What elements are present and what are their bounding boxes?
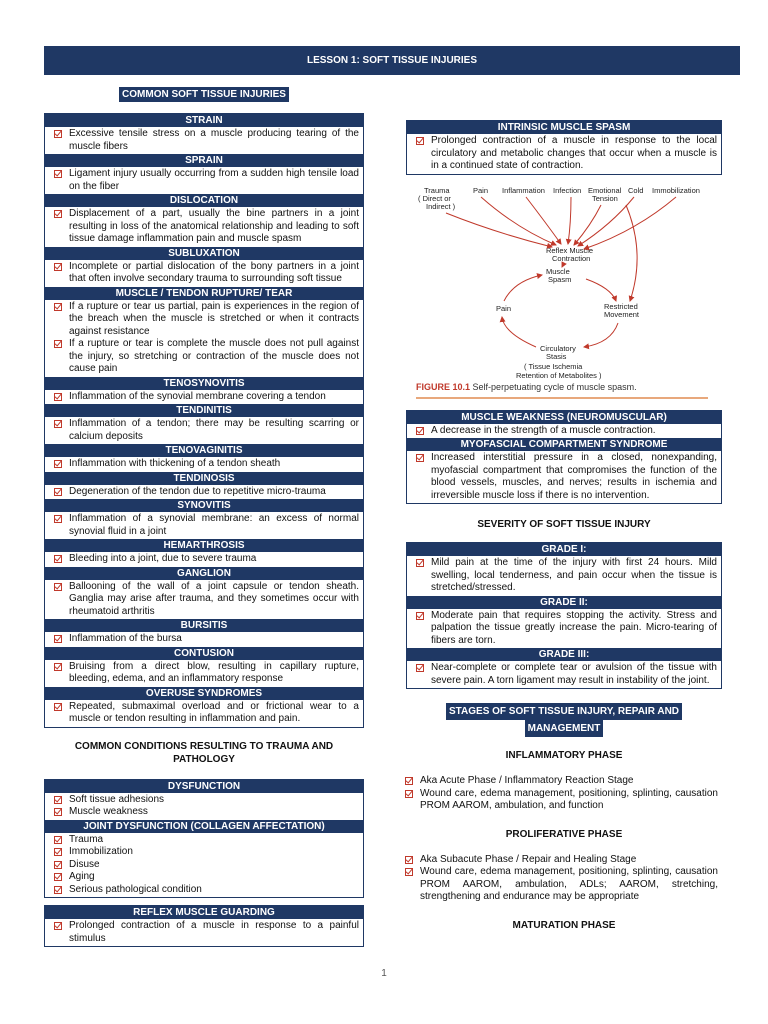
checkbox-bullet-icon (54, 796, 62, 804)
bullet-item (69, 834, 359, 847)
checkbox-bullet-icon (54, 420, 62, 428)
common-injuries-title: COMMON SOFT TISSUE INJURIES (119, 87, 289, 102)
arrow-inflammation (526, 197, 561, 244)
bullet-list (45, 300, 363, 377)
page-number: 1 (381, 968, 387, 979)
section-header-overuse-syndromes: OVERUSE SYNDROMES (45, 687, 363, 700)
bullet-text: Aging (69, 871, 95, 882)
checkbox-bullet-icon (405, 868, 413, 876)
arrow-emotional (574, 205, 601, 245)
section-header-ganglion: GANGLION (45, 567, 363, 580)
arrow-immobilization (584, 197, 676, 249)
bullet-item (69, 391, 359, 404)
phase-bullet-text: Aka Subacute Phase / Repair and Healing Stage (420, 853, 637, 865)
arrow-stasis-pain (502, 317, 536, 347)
arrow-immobilization-restricted (626, 205, 637, 301)
bullet-list (407, 556, 721, 596)
bullet-text: Mild pain at the time of the injury with first 24 hours. Mild swelling, local tenderness, and pain occur when the tissue is stretched/stressed. (431, 557, 717, 593)
bullet-item (69, 701, 359, 726)
bullet-text: Excessive tensile stress on a muscle producing tearing of the muscle fibers (69, 128, 359, 152)
bullet-text: Displacement of a part, usually the bine partners in a joint resulting in loss of the anatomical relationship and leading to soft tissue damage inflammation pain and muscle spasm (69, 208, 359, 244)
bullet-item (69, 301, 359, 339)
stages-title (406, 703, 722, 737)
muscle-spasm-2: Spasm (548, 274, 572, 284)
bullet-list (45, 127, 363, 154)
phase-bullet-item (420, 775, 718, 788)
bullet-item (431, 662, 717, 687)
cause-pain: Pain (473, 185, 489, 195)
checkbox-bullet-icon (405, 790, 413, 798)
section-header-intrinsic-muscle-spasm: INTRINSIC MUSCLE SPASM (407, 121, 721, 134)
bullet-item (69, 418, 359, 443)
section-header-joint-dysfunction-collagen-affectation: JOINT DYSFUNCTION (COLLAGEN AFFECTATION) (45, 820, 363, 833)
section-header-dysfunction: DYSFUNCTION (45, 780, 363, 793)
spasm-cycle-figure (406, 183, 712, 419)
bullet-item (69, 338, 359, 376)
checkbox-bullet-icon (54, 263, 62, 271)
bullet-item (69, 581, 359, 619)
checkbox-bullet-icon (54, 583, 62, 591)
checkbox-bullet-icon (54, 460, 62, 468)
cause-emotional: Emotional (588, 185, 622, 195)
bullet-list (45, 512, 363, 539)
bullet-list (45, 390, 363, 405)
checkbox-bullet-icon (54, 922, 62, 930)
bullet-text: Inflammation of the bursa (69, 633, 182, 644)
bullet-text: Bleeding into a joint, due to severe trauma (69, 553, 257, 564)
section-header-tendinosis: TENDINOSIS (45, 472, 363, 485)
bullet-text: Trauma (69, 833, 104, 845)
bullet-list (45, 552, 363, 567)
caption-rule (416, 397, 708, 399)
phase-bullet-item (420, 854, 718, 867)
spasm-cycle-diagram (406, 183, 712, 403)
checkbox-bullet-icon (54, 170, 62, 178)
bullet-list (45, 793, 363, 820)
bullet-list (407, 424, 721, 439)
bullet-text: Incomplete or partial dislocation of the bony partners in a joint that often involve secondary trauma to surrounding soft tissue (69, 260, 359, 284)
section-header-myofascial-compartment-syndrome: MYOFASCIAL COMPARTMENT SYNDROME (407, 438, 721, 451)
bullet-item (69, 920, 359, 945)
checkbox-bullet-icon (54, 488, 62, 496)
bullet-item (69, 261, 359, 286)
checkbox-bullet-icon (54, 393, 62, 401)
arrow-pain-spasm (504, 275, 542, 301)
circulatory-stasis-2: Stasis (546, 351, 567, 361)
conditions-title: COMMON CONDITIONS RESULTING TO TRAUMA AND PATHOLOGY (74, 740, 334, 765)
bullet-list (407, 609, 721, 649)
bullet-list (45, 207, 363, 247)
checkbox-bullet-icon (416, 559, 424, 567)
section-header-grade-iii: GRADE III: (407, 648, 721, 661)
section-header-tendinitis: TENDINITIS (45, 404, 363, 417)
bullet-list (45, 660, 363, 687)
grades-table (406, 542, 722, 689)
section-header-muscle-weakness-neuromuscular: MUSCLE WEAKNESS (NEUROMUSCULAR) (407, 411, 721, 424)
bullet-text: Inflammation of the synovial membrane covering a tendon (69, 390, 326, 402)
page-title: LESSON 1: SOFT TISSUE INJURIES (306, 55, 478, 66)
conditions-table (44, 779, 364, 899)
bullet-item (69, 846, 359, 859)
phase-title-inflammatory-phase: INFLAMMATORY PHASE (505, 750, 623, 761)
bullet-text: Ligament injury usually occurring from a sudden high tensile load on the fiber (69, 168, 359, 192)
cause-direct: ( Direct or (418, 193, 451, 203)
bullet-text: Serious pathological condition (69, 883, 202, 895)
muscle-spasm-1: Muscle (546, 266, 570, 276)
bullet-text: Moderate pain that requires stopping the activity. Stress and palpation the tissue greatly increase the pain. Micro-tearing of fibers are torn. (431, 609, 717, 646)
bullet-list (45, 580, 363, 620)
bullet-list (45, 632, 363, 647)
checkbox-bullet-icon (416, 664, 424, 672)
checkbox-bullet-icon (54, 340, 62, 348)
checkbox-bullet-icon (416, 454, 424, 462)
restricted-movement-1: Restricted (604, 301, 638, 311)
bullet-item (69, 871, 359, 884)
section-header-strain: STRAIN (45, 114, 363, 127)
arrow-restricted-stasis (584, 323, 618, 347)
section-header-hemarthrosis: HEMARTHROSIS (45, 539, 363, 552)
cause-indirect: Indirect ) (426, 201, 456, 211)
bullet-list (45, 417, 363, 444)
bullet-item (431, 610, 717, 648)
bullet-text: A decrease in the strength of a muscle contraction. (431, 424, 656, 436)
phase-bullet-item (420, 788, 718, 813)
reflex-guarding-table (44, 905, 364, 947)
stages-title-line-1: STAGES OF SOFT TISSUE INJURY, REPAIR AND (446, 703, 682, 720)
bullet-item (431, 425, 717, 438)
arrow-infection (568, 197, 571, 244)
caption-text: Self-perpetuating cycle of muscle spasm. (472, 381, 637, 392)
bullet-text: Degeneration of the tendon due to repetitive micro-trauma (69, 485, 326, 497)
bullet-list (45, 700, 363, 727)
circulatory-stasis-1: Circulatory (540, 343, 576, 353)
phases-section (406, 749, 722, 932)
bullet-list (407, 661, 721, 688)
section-header-contusion: CONTUSION (45, 647, 363, 660)
checkbox-bullet-icon (54, 210, 62, 218)
bullet-list (45, 485, 363, 500)
checkbox-bullet-icon (54, 873, 62, 881)
checkbox-bullet-icon (416, 612, 424, 620)
bullet-text: Ballooning of the wall of a joint capsule or tendon sheath. Ganglia may arise after trauma, and they sometimes occur with rheumatoid arthritis (69, 580, 359, 617)
checkbox-bullet-icon (54, 836, 62, 844)
section-header-grade-i: GRADE I: (407, 543, 721, 556)
cause-cold: Cold (628, 185, 644, 195)
circulatory-stasis-4: Retention of Metabolites ) (516, 370, 602, 380)
bullet-item (69, 859, 359, 872)
checkbox-bullet-icon (54, 515, 62, 523)
section-header-subluxation: SUBLUXATION (45, 247, 363, 260)
cause-immobilization: Immobilization (652, 185, 700, 195)
section-header-sprain: SPRAIN (45, 154, 363, 167)
arrow-trauma (446, 213, 552, 247)
bullet-item (431, 135, 717, 173)
cause-inflammation: Inflammation (502, 185, 545, 195)
right-column (406, 120, 722, 944)
bullet-text: Near-complete or complete tear or avulsion of the tissue with severe pain. A torn ligament may result in instability of the joint. (431, 662, 717, 686)
bullet-text: Increased interstitial pressure in a closed, nonexpanding, myofascial compartment that compromises the function of the blood vessels, muscles, and nerves; results in ischemia and irreversible muscle loss if there is no intervention. (431, 452, 717, 501)
bullet-list (45, 260, 363, 287)
bullet-item (431, 557, 717, 595)
checkbox-bullet-icon (54, 808, 62, 816)
checkbox-bullet-icon (54, 663, 62, 671)
section-header-muscle-tendon-rupture-tear: MUSCLE / TENDON RUPTURE/ TEAR (45, 287, 363, 300)
bullet-list (45, 457, 363, 472)
bullet-text: Bruising from a direct blow, resulting in capillary rupture, bleeding, edema, and an inflammatory response (69, 660, 359, 684)
bullet-item (69, 661, 359, 686)
cause-infection: Infection (553, 185, 582, 195)
checkbox-bullet-icon (54, 848, 62, 856)
injuries-table (44, 113, 364, 728)
bullet-text: Prolonged contraction of a muscle in response to the local circulatory and metabolic changes that occur when a muscle is in a continued state of contraction. (431, 135, 717, 171)
bullet-item (69, 128, 359, 153)
phase-title-proliferative-phase: PROLIFERATIVE PHASE (505, 828, 623, 840)
reflex-contraction-2: Contraction (552, 253, 591, 263)
phase-bullet-text: Wound care, edema management, positioning, splinting, causation PROM AAROM, ambulation, ADLs; AAROM, stretching, strengthening and endurance may be appropriate (420, 866, 718, 902)
cause-tension: Tension (592, 193, 618, 203)
caption-label: FIGURE 10.1 (416, 381, 471, 392)
bullet-item (431, 452, 717, 502)
bullet-list (45, 833, 363, 898)
bullet-list (45, 919, 363, 946)
checkbox-bullet-icon (416, 427, 424, 435)
figure-caption (416, 382, 637, 392)
bullet-item (69, 553, 359, 566)
left-column (44, 84, 364, 947)
phase-bullet-list (396, 853, 722, 905)
checkbox-bullet-icon (54, 130, 62, 138)
cause-trauma: Trauma (424, 185, 450, 195)
lesson-banner (44, 46, 740, 75)
arrow-spasm-restricted (586, 279, 616, 301)
weakness-table (406, 410, 722, 505)
intrinsic-spasm-table (406, 120, 722, 175)
phase-bullet-item (420, 866, 718, 904)
section-header-tenovaginitis: TENOVAGINITIS (45, 444, 363, 457)
stages-title-line-2: MANAGEMENT (525, 720, 604, 737)
bullet-item (69, 513, 359, 538)
checkbox-bullet-icon (54, 555, 62, 563)
checkbox-bullet-icon (54, 635, 62, 643)
checkbox-bullet-icon (54, 861, 62, 869)
reflex-contraction-1: Reflex Muscle (546, 245, 594, 255)
bullet-text: Inflammation of a synovial membrane: an excess of normal synovial fluid in a joint (69, 513, 359, 537)
restricted-movement-2: Movement (604, 309, 640, 319)
bullet-item (69, 633, 359, 646)
checkbox-bullet-icon (405, 856, 413, 864)
section-header-grade-ii: GRADE II: (407, 596, 721, 609)
bullet-text: If a rupture or tear is complete the muscle does not pull against the injury, so stretching or contraction of the muscle does not cause pain (69, 338, 359, 374)
circulatory-stasis-3: ( Tissue Ischemia (524, 361, 583, 371)
section-header-synovitis: SYNOVITIS (45, 499, 363, 512)
checkbox-bullet-icon (54, 303, 62, 311)
phase-title-maturation-phase: MATURATION PHASE (512, 919, 616, 931)
phase-bullet-text: Wound care, edema management, positioning, splinting, causation PROM AAROM, ambulation, and function (420, 787, 718, 811)
bullet-text: Inflammation with thickening of a tendon sheath (69, 458, 281, 469)
checkbox-bullet-icon (54, 886, 62, 894)
section-header-reflex-muscle-guarding: REFLEX MUSCLE GUARDING (45, 906, 363, 919)
section-header-dislocation: DISLOCATION (45, 194, 363, 207)
bullet-item (69, 806, 359, 819)
section-header-tenosynovitis: TENOSYNOVITIS (45, 377, 363, 390)
bullet-item (69, 168, 359, 193)
bullet-text: Inflammation of a tendon; there may be resulting scarring or calcium deposits (69, 418, 359, 442)
bullet-text: Repeated, submaximal overload and or frictional wear to a muscle or tendon resulting in inflammation and pain. (69, 700, 359, 724)
bullet-list (45, 167, 363, 194)
bullet-text: Immobilization (69, 846, 133, 857)
bullet-text: Prolonged contraction of a muscle in response to a painful stimulus (69, 920, 359, 944)
arrow-cold (578, 197, 634, 246)
section-header-bursitis: BURSITIS (45, 619, 363, 632)
bullet-item (69, 794, 359, 807)
cycle-pain: Pain (496, 303, 512, 313)
bullet-list (407, 134, 721, 174)
bullet-item (69, 486, 359, 499)
checkbox-bullet-icon (405, 777, 413, 785)
bullet-item (69, 884, 359, 897)
checkbox-bullet-icon (54, 703, 62, 711)
bullet-text: Soft tissue adhesions (69, 793, 165, 805)
bullet-text: Muscle weakness (69, 806, 148, 817)
bullet-item (69, 458, 359, 471)
phase-bullet-text: Aka Acute Phase / Inflammatory Reaction Stage (420, 775, 634, 786)
bullet-list (407, 451, 721, 503)
checkbox-bullet-icon (416, 137, 424, 145)
severity-title: SEVERITY OF SOFT TISSUE INJURY (477, 519, 651, 530)
bullet-text: Disuse (69, 858, 100, 870)
bullet-text: If a rupture or tear us partial, pain is experiences in the region of the breach when the muscle is stretched or when it contracts against resistance (69, 300, 359, 337)
bullet-item (69, 208, 359, 246)
phase-bullet-list (396, 774, 722, 814)
